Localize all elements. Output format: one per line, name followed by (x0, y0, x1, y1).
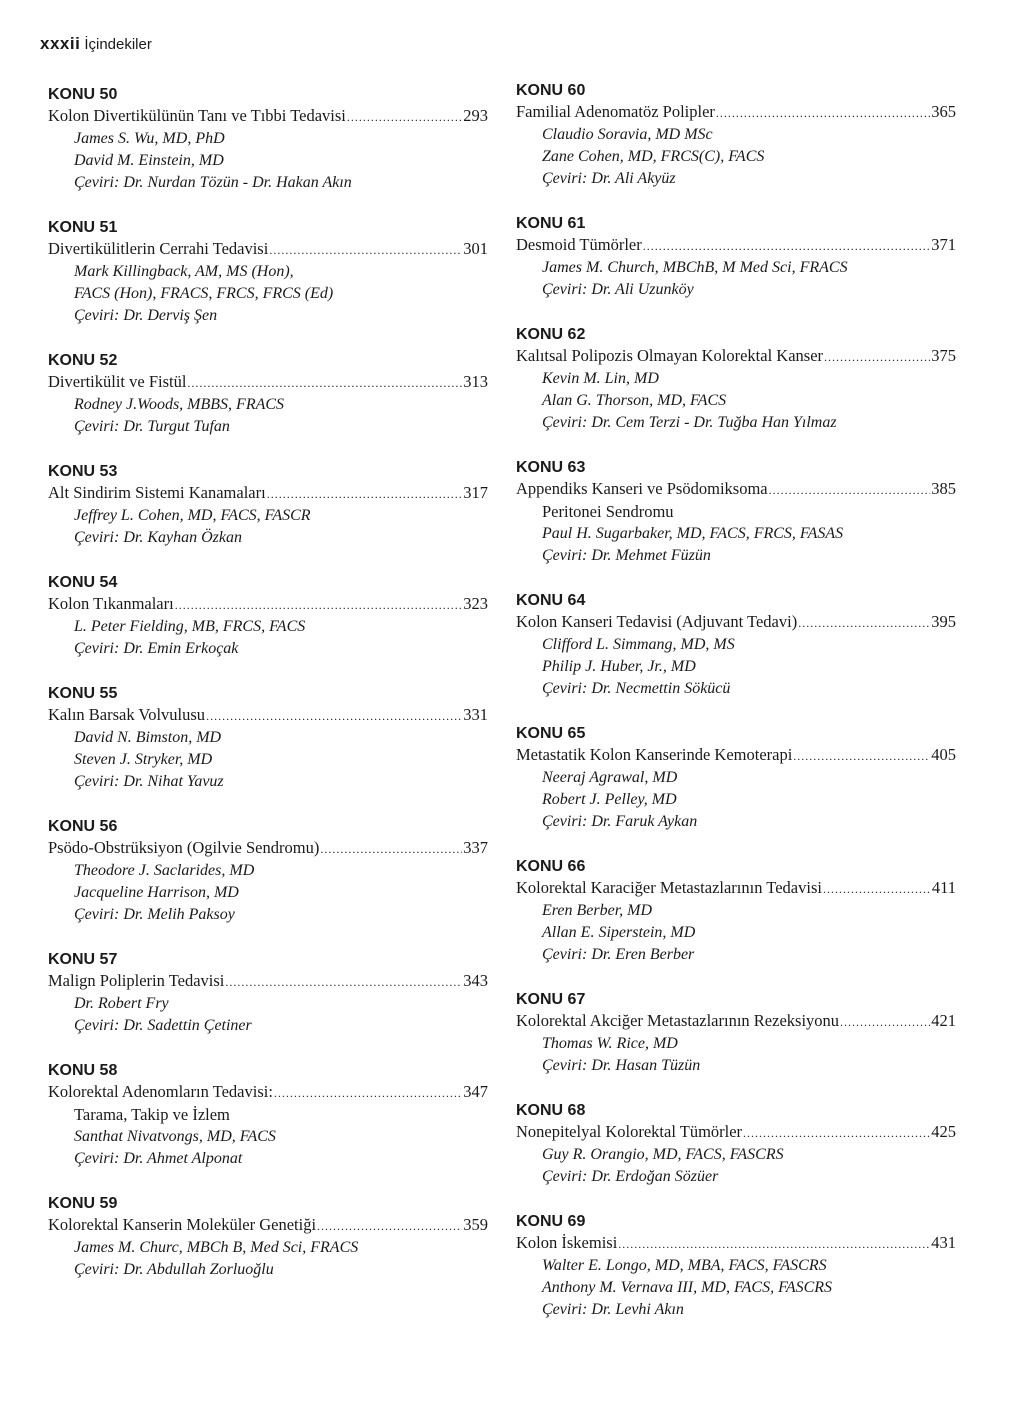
page-ref: 365 (931, 102, 956, 121)
chapter-title: Kolorektal Karaciğer Metastazlarının Tedavisi (516, 878, 822, 897)
dot-leader (206, 705, 462, 727)
dot-leader (823, 878, 931, 900)
toc-entry (48, 816, 488, 926)
chapter-title: Nonepitelyal Kolorektal Tümörler (516, 1122, 743, 1141)
dot-leader (274, 1082, 462, 1104)
page-ref: 359 (463, 1215, 488, 1234)
toc-entry (48, 683, 488, 793)
author-line: Zane Cohen, MD, FRCS(C), FACS (542, 148, 765, 165)
author-line: Çeviri: Dr. Ali Uzunköy (542, 281, 694, 298)
chapter-number: KONU 57 (48, 951, 118, 968)
toc-entry (516, 590, 956, 700)
author-list (516, 501, 956, 567)
author-list (516, 124, 956, 190)
author-line: Çeviri: Dr. Nihat Yavuz (74, 773, 224, 790)
page-header (40, 34, 152, 54)
author-line: James M. Church, MBChB, M Med Sci, FRACS (542, 259, 848, 276)
toc-entry (48, 461, 488, 549)
page-ref: 405 (931, 745, 956, 764)
chapter-title: Kolorektal Kanserin Moleküler Genetiği (48, 1215, 317, 1234)
page-ref: 301 (463, 239, 488, 258)
chapter-title-line (516, 1010, 956, 1033)
author-line: Çeviri: Dr. Hasan Tüzün (542, 1057, 701, 1074)
author-line: Çeviri: Dr. Erdoğan Sözüer (542, 1168, 719, 1185)
dot-leader (317, 1215, 462, 1237)
chapter-title-line (48, 970, 488, 993)
page-ref: 395 (931, 612, 956, 631)
toc-entry (48, 949, 488, 1037)
author-line: Thomas W. Rice, MD (542, 1035, 678, 1052)
author-line: Alan G. Thorson, MD, FACS (542, 392, 727, 409)
author-line: Guy R. Orangio, MD, FACS, FASCRS (542, 1146, 784, 1163)
author-line: Çeviri: Dr. Ali Akyüz (542, 170, 676, 187)
toc-entry (516, 723, 956, 833)
dot-leader (269, 239, 462, 261)
chapter-title-line (48, 593, 488, 616)
chapter-title: Kolon Tıkanmaları (48, 594, 174, 613)
dot-leader (187, 372, 462, 394)
chapter-title: Alt Sindirim Sistemi Kanamaları (48, 483, 266, 502)
chapter-title: Divertikülit ve Fistül (48, 372, 187, 391)
chapter-subtitle: Peritonei Sendromu (542, 502, 674, 521)
toc-entry (516, 457, 956, 567)
page-ref: 375 (931, 346, 956, 365)
toc-entry (48, 350, 488, 438)
author-list (516, 1144, 956, 1188)
chapter-title-line (48, 238, 488, 261)
author-line: Çeviri: Dr. Emin Erkoçak (74, 640, 239, 657)
chapter-title: Divertikülitlerin Cerrahi Tedavisi (48, 239, 269, 258)
author-line: Çeviri: Dr. Cem Terzi - Dr. Tuğba Han Yılmaz (542, 414, 837, 431)
chapter-number: KONU 51 (48, 219, 118, 236)
author-line: Walter E. Longo, MD, MBA, FACS, FASCRS (542, 1257, 827, 1274)
author-line: Çeviri: Dr. Necmettin Sökücü (542, 680, 731, 697)
author-list (48, 505, 488, 549)
toc-entry (516, 213, 956, 301)
page-ref: 343 (463, 971, 488, 990)
author-line: Mark Killingback, AM, MS (Hon), (74, 263, 294, 280)
author-list (516, 257, 956, 301)
toc-entry (48, 1193, 488, 1281)
author-line: Çeviri: Dr. Melih Paksoy (74, 906, 235, 923)
author-line: Rodney J.Woods, MBBS, FRACS (74, 396, 285, 413)
toc-entry (516, 324, 956, 434)
author-line: David N. Bimston, MD (74, 729, 222, 746)
chapter-title-line (48, 837, 488, 860)
author-line: Claudio Soravia, MD MSc (542, 126, 713, 143)
chapter-title: Desmoid Tümörler (516, 235, 642, 254)
page-ref: 371 (931, 235, 956, 254)
page-ref: 313 (463, 372, 488, 391)
author-line: James M. Churc, MBCh B, Med Sci, FRACS (74, 1239, 359, 1256)
author-line: FACS (Hon), FRACS, FRCS, FRCS (Ed) (74, 285, 334, 302)
author-line: Eren Berber, MD (542, 902, 653, 919)
author-line: Theodore J. Saclarides, MD (74, 862, 255, 879)
chapter-title: Kolon Kanseri Tedavisi (Adjuvant Tedavi) (516, 612, 798, 631)
author-list (48, 727, 488, 793)
chapter-title-line (516, 234, 956, 257)
dot-leader (798, 612, 930, 634)
chapter-title-line (516, 101, 956, 124)
chapter-title-line (48, 1214, 488, 1237)
dot-leader (824, 346, 930, 368)
author-line: Jeffrey L. Cohen, MD, FACS, FASCR (74, 507, 311, 524)
page-ref: 385 (931, 479, 956, 498)
chapter-title: Familial Adenomatöz Polipler (516, 102, 715, 121)
dot-leader (793, 745, 930, 767)
author-line: Çeviri: Dr. Sadettin Çetiner (74, 1017, 252, 1034)
page-ref: 421 (931, 1011, 956, 1030)
toc-entry (516, 1100, 956, 1188)
chapter-number: KONU 64 (516, 592, 586, 609)
author-line: Philip J. Huber, Jr., MD (542, 658, 696, 675)
chapter-title-line (48, 371, 488, 394)
toc-entry (48, 1060, 488, 1170)
toc-entry (516, 856, 956, 966)
page-ref: 323 (463, 594, 488, 613)
toc-entry (516, 80, 956, 190)
author-line: Neeraj Agrawal, MD (542, 769, 678, 786)
author-list (48, 616, 488, 660)
author-line: Çeviri: Dr. Turgut Tufan (74, 418, 230, 435)
author-list (516, 900, 956, 966)
page-ref: 411 (931, 878, 956, 897)
dot-leader (618, 1233, 930, 1255)
chapter-title: Appendiks Kanseri ve Psödomiksoma (516, 479, 768, 498)
toc-entry (516, 1211, 956, 1321)
page-ref: 425 (931, 1122, 956, 1141)
chapter-title: Metastatik Kolon Kanserinde Kemoterapi (516, 745, 793, 764)
toc-left-column (48, 84, 488, 1304)
chapter-title-line (48, 1081, 488, 1104)
chapter-number: KONU 69 (516, 1213, 586, 1230)
dot-leader (716, 102, 930, 124)
chapter-subtitle: Tarama, Takip ve İzlem (74, 1105, 230, 1124)
page-ref: 347 (463, 1082, 488, 1101)
chapter-number: KONU 68 (516, 1102, 586, 1119)
author-list (48, 261, 488, 327)
author-line: Anthony M. Vernava III, MD, FACS, FASCRS (542, 1279, 833, 1296)
author-line: Santhat Nivatvongs, MD, FACS (74, 1128, 276, 1145)
chapter-title: Kolorektal Akciğer Metastazlarının Rezeksiyonu (516, 1011, 840, 1030)
author-list (516, 1255, 956, 1321)
author-line: Çeviri: Dr. Nurdan Tözün - Dr. Hakan Akın (74, 174, 352, 191)
chapter-number: KONU 59 (48, 1195, 118, 1212)
author-line: Çeviri: Dr. Faruk Aykan (542, 813, 698, 830)
author-list (48, 128, 488, 194)
page-title: İçindekiler (84, 36, 152, 53)
chapter-title: Kolorektal Adenomların Tedavisi: (48, 1082, 273, 1101)
chapter-title: Kolon Divertikülünün Tanı ve Tıbbi Tedavisi (48, 106, 346, 125)
author-line: Paul H. Sugarbaker, MD, FACS, FRCS, FASAS (542, 525, 844, 542)
author-list (516, 1033, 956, 1077)
dot-leader (769, 479, 931, 501)
author-line: L. Peter Fielding, MB, FRCS, FACS (74, 618, 306, 635)
author-line: Çeviri: Dr. Levhi Akın (542, 1301, 684, 1318)
chapter-title-line (516, 478, 956, 501)
author-line: Çeviri: Dr. Mehmet Füzün (542, 547, 711, 564)
chapter-title: Kalıtsal Polipozis Olmayan Kolorektal Kanser (516, 346, 824, 365)
chapter-number: KONU 66 (516, 858, 586, 875)
author-line: David M. Einstein, MD (74, 152, 224, 169)
author-line: Çeviri: Dr. Kayhan Özkan (74, 529, 242, 546)
chapter-number: KONU 61 (516, 215, 586, 232)
author-line: Çeviri: Dr. Abdullah Zorluoğlu (74, 1261, 274, 1278)
toc-entry (516, 989, 956, 1077)
chapter-title: Kalın Barsak Volvulusu (48, 705, 206, 724)
chapter-number: KONU 60 (516, 82, 586, 99)
chapter-title-line (516, 345, 956, 368)
chapter-title-line (48, 482, 488, 505)
dot-leader (320, 838, 462, 860)
chapter-number: KONU 52 (48, 352, 118, 369)
author-line: Çeviri: Dr. Derviş Şen (74, 307, 218, 324)
author-list (516, 767, 956, 833)
chapter-number: KONU 63 (516, 459, 586, 476)
page-ref: 317 (463, 483, 488, 502)
chapter-number: KONU 55 (48, 685, 118, 702)
author-line: Robert J. Pelley, MD (542, 791, 677, 808)
chapter-number: KONU 53 (48, 463, 118, 480)
author-line: Jacqueline Harrison, MD (74, 884, 239, 901)
author-list (516, 634, 956, 700)
author-line: Kevin M. Lin, MD (542, 370, 659, 387)
author-line: Çeviri: Dr. Eren Berber (542, 946, 695, 963)
author-line: Dr. Robert Fry (74, 995, 169, 1012)
chapter-number: KONU 62 (516, 326, 586, 343)
chapter-title-line (516, 744, 956, 767)
author-line: Allan E. Siperstein, MD (542, 924, 696, 941)
chapter-number: KONU 54 (48, 574, 118, 591)
author-list (516, 368, 956, 434)
toc-right-column (516, 80, 956, 1344)
page-ref: 293 (463, 106, 488, 125)
dot-leader (840, 1011, 930, 1033)
dot-leader (225, 971, 462, 993)
chapter-title-line (48, 105, 488, 128)
chapter-number: KONU 58 (48, 1062, 118, 1079)
chapter-title: Kolon İskemisi (516, 1233, 618, 1252)
chapter-title: Malign Poliplerin Tedavisi (48, 971, 225, 990)
dot-leader (743, 1122, 930, 1144)
chapter-number: KONU 65 (516, 725, 586, 742)
author-list (48, 860, 488, 926)
author-list (48, 1237, 488, 1281)
toc-entry (48, 217, 488, 327)
chapter-title-line (516, 1232, 956, 1255)
author-line: Steven J. Stryker, MD (74, 751, 213, 768)
page-number: xxxii (40, 34, 81, 53)
dot-leader (267, 483, 463, 505)
author-line: Clifford L. Simmang, MD, MS (542, 636, 735, 653)
chapter-title-line (516, 1121, 956, 1144)
author-list (48, 993, 488, 1037)
chapter-title-line (516, 611, 956, 634)
dot-leader (175, 594, 463, 616)
toc-entry (48, 572, 488, 660)
chapter-title-line (48, 704, 488, 727)
toc-entry (48, 84, 488, 194)
author-list (48, 394, 488, 438)
dot-leader (347, 106, 462, 128)
chapter-number: KONU 67 (516, 991, 586, 1008)
dot-leader (643, 235, 931, 257)
author-line: Çeviri: Dr. Ahmet Alponat (74, 1150, 243, 1167)
page-ref: 337 (463, 838, 488, 857)
page-ref: 431 (931, 1233, 956, 1252)
chapter-number: KONU 56 (48, 818, 118, 835)
chapter-title-line (516, 877, 956, 900)
page-ref: 331 (463, 705, 488, 724)
chapter-title: Psödo-Obstrüksiyon (Ogilvie Sendromu) (48, 838, 320, 857)
author-list (48, 1104, 488, 1170)
author-line: James S. Wu, MD, PhD (74, 130, 225, 147)
chapter-number: KONU 50 (48, 86, 118, 103)
